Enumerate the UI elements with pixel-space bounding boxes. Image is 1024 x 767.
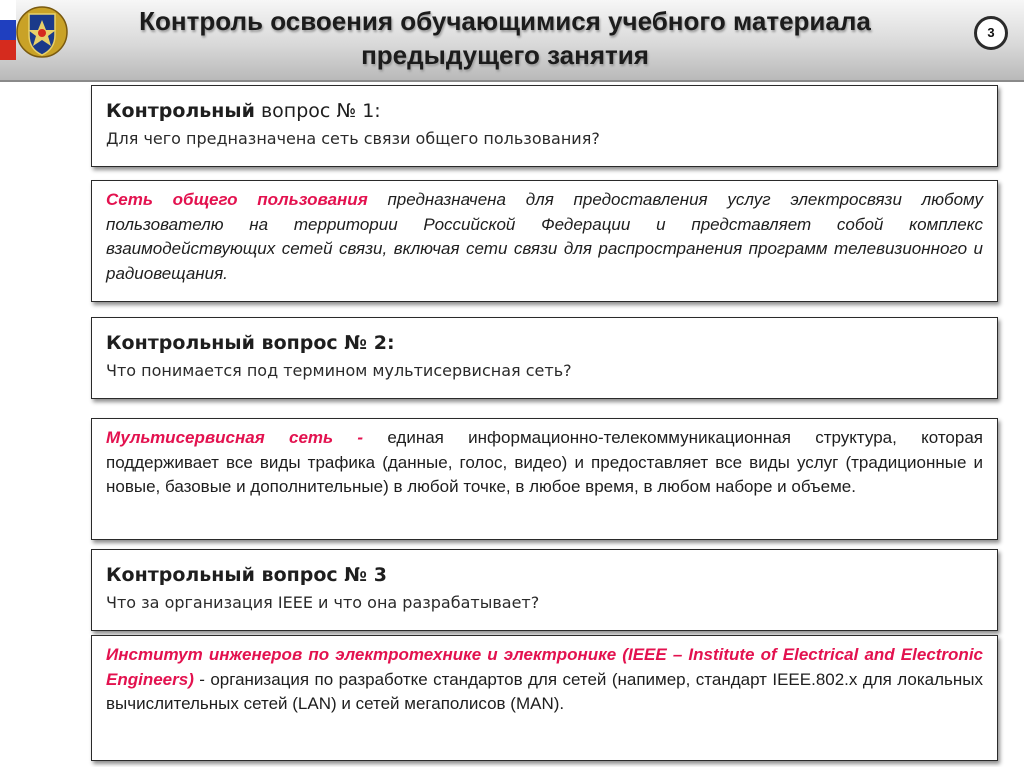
question-title-1: [106, 96, 983, 126]
answer-text-1: предназначена для предоставления услуг электросвязи любому пользователю на территории Российской Федерации и представляет собой комплекс взаимодействующих сетей связи, включая сети связи для распространения программ телевизионного и радиовещания.: [106, 190, 983, 283]
question-text-1: Для чего предназначена сеть связи общего пользования?: [106, 129, 600, 148]
question-box-3: [91, 549, 998, 631]
title-line-2: предыдущего занятия: [361, 40, 649, 70]
question-label-bold: Контрольный: [106, 100, 255, 122]
answer-text-3: - организация по разработке стандартов для сетей (напимер, стандарт IEEE.802.x для локальных вычислительных сетей (LAN) и сетей мегаполисов (MAN).: [106, 669, 983, 713]
slide-header: [0, 0, 1024, 82]
question-text-2: Что понимается под термином мультисервисная сеть?: [106, 361, 572, 380]
question-label-rest: вопрос № 1:: [254, 100, 381, 122]
answer-box-1: [91, 180, 998, 302]
page-number-badge: 3: [974, 16, 1008, 50]
academy-emblem-icon: [16, 2, 68, 64]
question-text-3: Что за организация IEEE и что она разрабатывает?: [106, 593, 540, 612]
question-box-2: [91, 317, 998, 399]
question-title-2: Контрольный вопрос № 2:: [106, 332, 395, 354]
answer-box-3: [91, 635, 998, 761]
question-title-3: Контрольный вопрос № 3: [106, 564, 387, 586]
answer-text-2: единая информационно-телекоммуникационная структура, которая поддерживает все виды трафика (данные, голос, видео) и предоставляет все виды услуг (традиционные и новые, базовые и дополнительные) в любой точке, в любое время, в любом наборе и объеме.: [106, 428, 983, 496]
question-box-1: [91, 85, 998, 167]
answer-term-1: Сеть общего пользования: [106, 190, 368, 209]
slide-title: [70, 4, 940, 72]
answer-term-3: Институт инженеров по электротехнике и электронике (IEEE – Institute of Electrical and Electronic Engineers): [106, 645, 983, 689]
russian-flag-icon: [0, 0, 16, 60]
answer-box-2: [91, 418, 998, 540]
title-line-1: Контроль освоения обучающимися учебного материала: [139, 6, 871, 36]
answer-term-2: Мультисервисная сеть -: [106, 428, 364, 447]
